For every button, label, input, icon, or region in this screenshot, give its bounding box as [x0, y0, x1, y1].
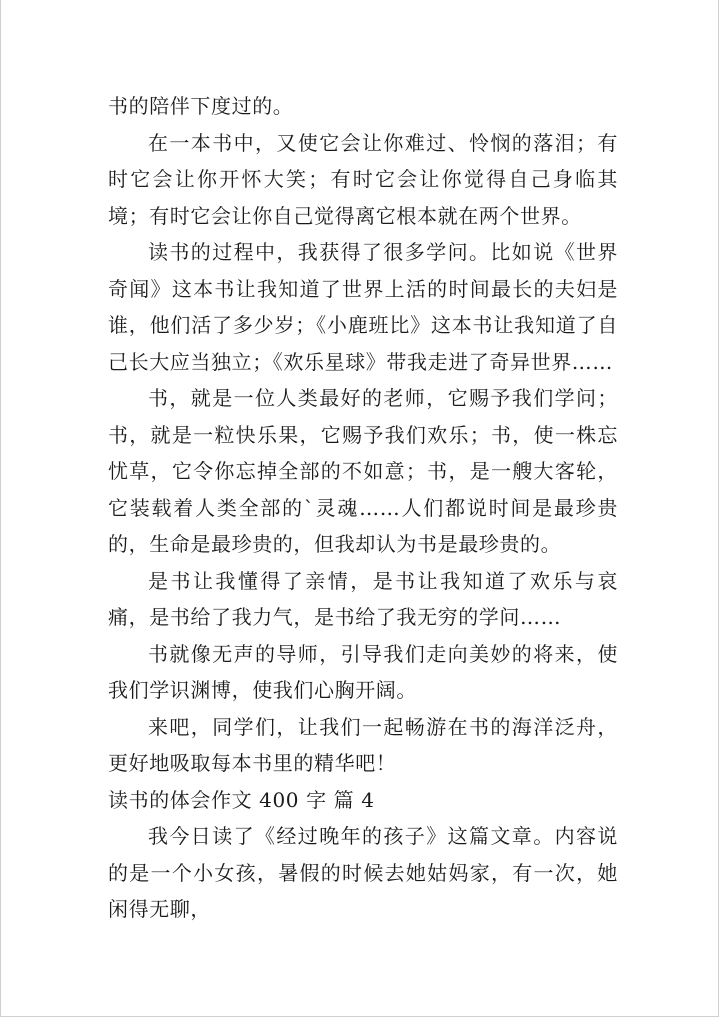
- paragraph-4: 是书让我懂得了亲情，是书让我知道了欢乐与哀痛，是书给了我力气，是书给了我无穷的学问……: [108, 568, 618, 629]
- paragraph-1: 在一本书中，又使它会让你难过、怜悯的落泪；有时它会让你开怀大笑；有时它会让你觉得自己身临其境；有时它会让你自己觉得离它根本就在两个世界。: [108, 130, 618, 228]
- paragraph-6: 来吧，同学们，让我们一起畅游在书的海洋泛舟，更好地吸取每本书里的精华吧！: [108, 714, 618, 775]
- document-body: [108, 88, 618, 928]
- paragraph-2: 读书的过程中，我获得了很多学问。比如说《世界奇闻》这本书让我知道了世界上活的时间最长的夫妇是谁，他们活了多少岁；《小鹿班比》这本书让我知道了自己长大应当独立；《欢乐星球》带我走进了奇异世界……: [108, 240, 618, 374]
- paragraph-3: 书，就是一位人类最好的老师，它赐予我们学问；书，就是一粒快乐果，它赐予我们欢乐；书，使一株忘忧草，它令你忘掉全部的不如意；书，是一艘大客轮，它装载着人类全部的`灵魂……人们都说时间是最珍贵的，生命是最珍贵的，但我却认为书是最珍贵的。: [108, 386, 618, 556]
- paragraph-continued: 书的陪伴下度过的。: [108, 94, 294, 118]
- paragraph-5: 书就像无声的导师，引导我们走向美妙的将来，使我们学识渊博，使我们心胸开阔。: [108, 641, 618, 702]
- section-paragraph: 我今日读了《经过晚年的孩子》这篇文章。内容说的是一个小女孩，暑假的时候去她姑妈家，有一次，她闲得无聊，: [108, 824, 618, 921]
- section-heading: 读书的体会作文 400 字 篇 4: [108, 787, 375, 812]
